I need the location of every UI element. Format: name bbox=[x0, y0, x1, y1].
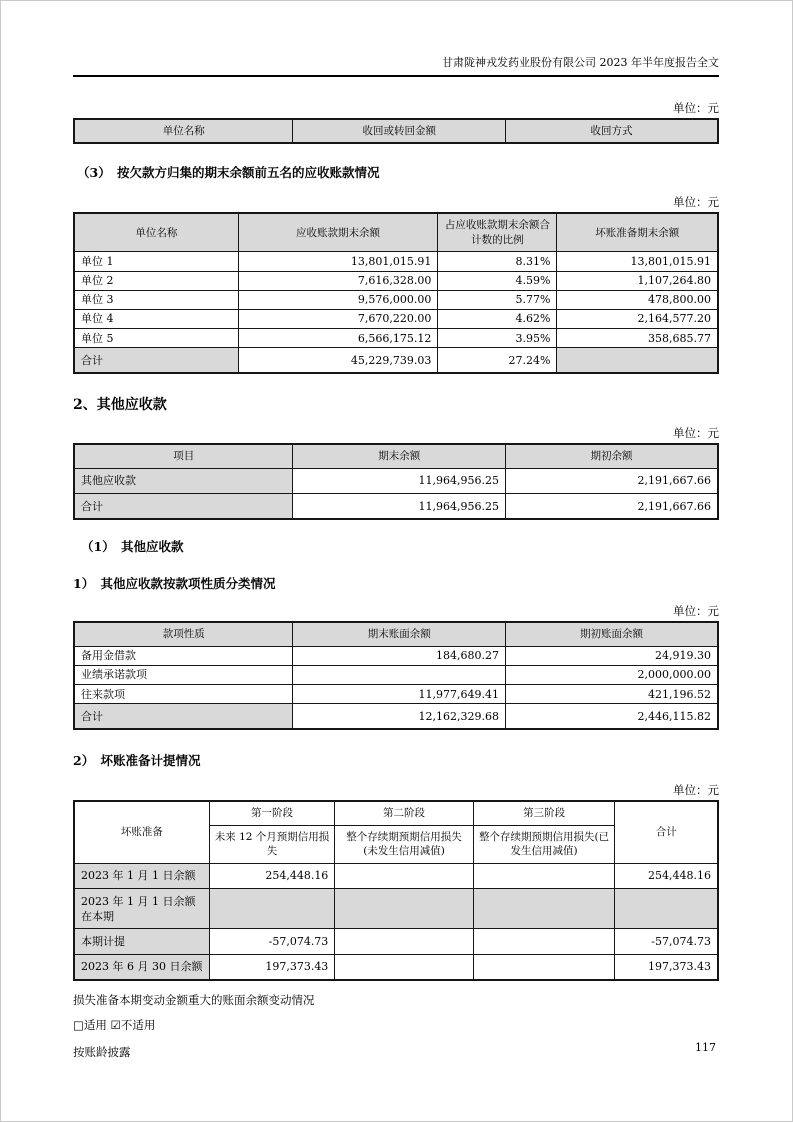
total-cell: -57,074.73 bbox=[615, 929, 718, 954]
ratio-cell: 3.95% bbox=[438, 329, 557, 348]
note-loss-provision: 损失准备本期变动金额重大的账面余额变动情况 bbox=[73, 992, 315, 1007]
column-header: 单位名称 bbox=[74, 213, 238, 251]
document-header: 甘肃陇神戎发药业股份有限公司 2023 年半年度报告全文 bbox=[73, 1, 719, 77]
nature-cell: 业绩承诺款项 bbox=[74, 665, 293, 684]
ending-balance-cell: 7,670,220.00 bbox=[238, 309, 438, 328]
stage2-cell bbox=[335, 929, 473, 954]
row-label-cell: 2023 年 6 月 30 日余额 bbox=[74, 954, 209, 980]
total-row bbox=[74, 494, 718, 520]
row-label-cell: 2023 年 1 月 1 日余额 bbox=[74, 863, 209, 888]
stage1-cell bbox=[209, 889, 335, 929]
bad-debt-provision-table bbox=[73, 800, 719, 980]
unit-label: 单位：元 bbox=[673, 783, 719, 798]
unit-label: 单位：元 bbox=[673, 604, 719, 619]
note-aging-disclosure: 按账龄披露 bbox=[73, 1044, 131, 1059]
stage3-cell bbox=[473, 863, 615, 888]
total-bad-debt-cell bbox=[557, 348, 718, 374]
stage2-cell bbox=[335, 863, 473, 888]
stage1-cell: -57,074.73 bbox=[209, 929, 335, 954]
table-row bbox=[74, 929, 718, 954]
row-label-cell: 2023 年 1 月 1 日余额在本期 bbox=[74, 889, 209, 929]
table-header-row bbox=[74, 444, 718, 468]
unit-name-cell: 单位 1 bbox=[74, 252, 238, 271]
ending-balance-cell: 11,977,649.41 bbox=[293, 685, 506, 704]
column-header: 期末账面余额 bbox=[293, 622, 506, 646]
ratio-cell: 4.59% bbox=[438, 271, 557, 290]
stage-header: 第三阶段 bbox=[473, 801, 615, 825]
bad-debt-cell: 1,107,264.80 bbox=[557, 271, 718, 290]
unit-label: 单位：元 bbox=[673, 101, 719, 115]
stage-header: 第一阶段 bbox=[209, 801, 335, 825]
stage3-cell bbox=[473, 954, 615, 980]
column-header: 期初账面余额 bbox=[505, 622, 718, 646]
bad-debt-cell: 358,685.77 bbox=[557, 329, 718, 348]
table-row bbox=[74, 309, 718, 328]
table-row bbox=[74, 329, 718, 348]
subsection-heading-other-receivables: （1） 其他应收款 bbox=[81, 539, 184, 555]
unit-name-cell: 单位 2 bbox=[74, 271, 238, 290]
column-header: 项目 bbox=[74, 444, 293, 468]
stage2-cell bbox=[335, 954, 473, 980]
table-row bbox=[74, 954, 718, 980]
ending-balance-cell bbox=[293, 665, 506, 684]
stage3-cell bbox=[473, 889, 615, 929]
heading-nature-classification: 1） 其他应收款按款项性质分类情况 bbox=[73, 576, 276, 592]
total-beginning-cell: 2,191,667.66 bbox=[505, 494, 718, 520]
table-row bbox=[74, 468, 718, 493]
stage-header: 第二阶段 bbox=[335, 801, 473, 825]
stage3-cell bbox=[473, 929, 615, 954]
total-row bbox=[74, 348, 718, 374]
table-row bbox=[74, 665, 718, 684]
table-row bbox=[74, 271, 718, 290]
nature-cell: 往来款项 bbox=[74, 685, 293, 704]
table-row bbox=[74, 252, 718, 271]
total-label-cell: 合计 bbox=[74, 704, 293, 730]
table-header-row bbox=[74, 622, 718, 646]
applicability-checkboxes: □适用 ☑不适用 bbox=[73, 1017, 156, 1032]
column-header: 应收账款期末余额 bbox=[238, 213, 438, 251]
ending-balance-cell: 11,964,956.25 bbox=[293, 468, 506, 493]
ending-balance-cell: 7,616,328.00 bbox=[238, 271, 438, 290]
table-header-row bbox=[74, 213, 718, 251]
bad-debt-cell: 2,164,577.20 bbox=[557, 309, 718, 328]
item-cell: 其他应收款 bbox=[74, 468, 293, 493]
row-label-cell: 本期计提 bbox=[74, 929, 209, 954]
column-header: 收回方式 bbox=[505, 119, 718, 143]
stage-subheader: 未来 12 个月预期信用损失 bbox=[209, 825, 335, 863]
table-header-row bbox=[74, 801, 718, 825]
total-header: 合计 bbox=[615, 801, 718, 863]
column-header: 期初余额 bbox=[505, 444, 718, 468]
stage1-cell: 197,373.43 bbox=[209, 954, 335, 980]
page-number: 117 bbox=[695, 1041, 716, 1054]
stage1-cell: 254,448.16 bbox=[209, 863, 335, 888]
table-row bbox=[74, 646, 718, 665]
nature-classification-table bbox=[73, 621, 719, 730]
table-row bbox=[74, 290, 718, 309]
heading-bad-debt-provision: 2） 坏账准备计提情况 bbox=[73, 753, 201, 769]
beginning-balance-cell: 421,196.52 bbox=[505, 685, 718, 704]
unit-name-cell: 单位 4 bbox=[74, 309, 238, 328]
beginning-balance-cell: 2,191,667.66 bbox=[505, 468, 718, 493]
total-row bbox=[74, 704, 718, 730]
total-label-cell: 合计 bbox=[74, 348, 238, 374]
stage-subheader: 整个存续期预期信用损失(未发生信用减值) bbox=[335, 825, 473, 863]
column-header: 收回或转回金额 bbox=[293, 119, 506, 143]
corner-header: 坏账准备 bbox=[74, 801, 209, 863]
total-ending-cell: 45,229,739.03 bbox=[238, 348, 438, 374]
nature-cell: 备用金借款 bbox=[74, 646, 293, 665]
total-label-cell: 合计 bbox=[74, 494, 293, 520]
total-cell bbox=[615, 889, 718, 929]
unit-name-cell: 单位 5 bbox=[74, 329, 238, 348]
column-header: 占应收账款期末余额合计数的比例 bbox=[438, 213, 557, 251]
bad-debt-cell: 478,800.00 bbox=[557, 290, 718, 309]
table-row bbox=[74, 685, 718, 704]
stage-subheader: 整个存续期预期信用损失(已发生信用减值) bbox=[473, 825, 615, 863]
beginning-balance-cell: 24,919.30 bbox=[505, 646, 718, 665]
stage2-cell bbox=[335, 889, 473, 929]
table-row bbox=[74, 863, 718, 888]
total-cell: 197,373.43 bbox=[615, 954, 718, 980]
section-heading-top5: （3） 按欠款方归集的期末余额前五名的应收账款情况 bbox=[77, 165, 380, 181]
recovery-table bbox=[73, 118, 719, 144]
table-row bbox=[74, 889, 718, 929]
total-ratio-cell: 27.24% bbox=[438, 348, 557, 374]
column-header: 期末余额 bbox=[293, 444, 506, 468]
unit-label: 单位：元 bbox=[673, 195, 719, 210]
total-beginning-cell: 2,446,115.82 bbox=[505, 704, 718, 730]
ratio-cell: 8.31% bbox=[438, 252, 557, 271]
column-header: 坏账准备期末余额 bbox=[557, 213, 718, 251]
unit-name-cell: 单位 3 bbox=[74, 290, 238, 309]
other-receivables-table bbox=[73, 443, 719, 520]
column-header: 单位名称 bbox=[74, 119, 293, 143]
table-header-row bbox=[74, 119, 718, 143]
unit-label: 单位：元 bbox=[673, 426, 719, 441]
ending-balance-cell: 13,801,015.91 bbox=[238, 252, 438, 271]
ending-balance-cell: 9,576,000.00 bbox=[238, 290, 438, 309]
section-heading-other-receivables: 2、其他应收款 bbox=[73, 397, 167, 414]
beginning-balance-cell: 2,000,000.00 bbox=[505, 665, 718, 684]
ending-balance-cell: 184,680.27 bbox=[293, 646, 506, 665]
ratio-cell: 4.62% bbox=[438, 309, 557, 328]
top5-receivables-table bbox=[73, 212, 719, 374]
ending-balance-cell: 6,566,175.12 bbox=[238, 329, 438, 348]
ratio-cell: 5.77% bbox=[438, 290, 557, 309]
column-header: 款项性质 bbox=[74, 622, 293, 646]
bad-debt-cell: 13,801,015.91 bbox=[557, 252, 718, 271]
total-cell: 254,448.16 bbox=[615, 863, 718, 888]
total-ending-cell: 12,162,329.68 bbox=[293, 704, 506, 730]
total-ending-cell: 11,964,956.25 bbox=[293, 494, 506, 520]
